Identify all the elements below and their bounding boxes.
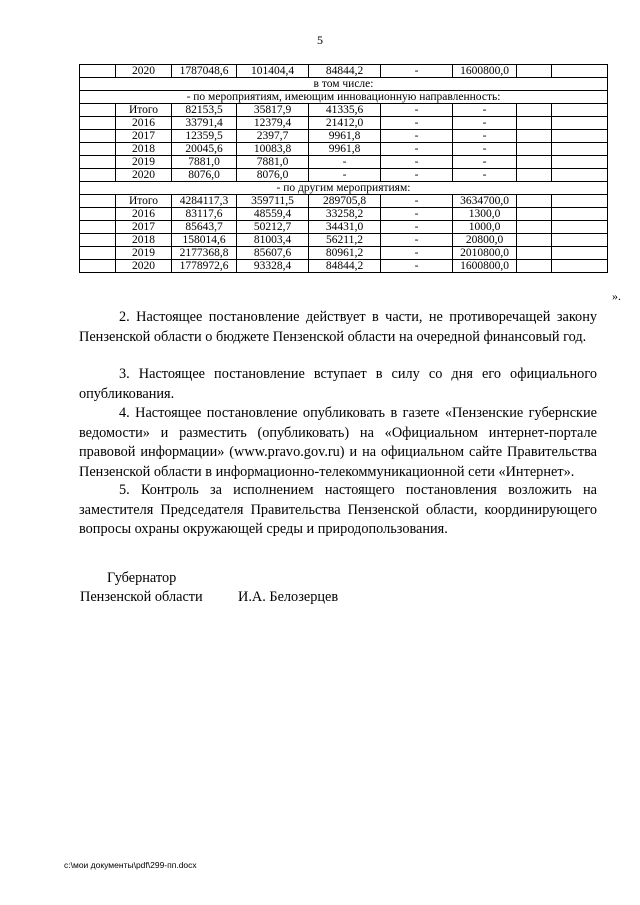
table-cell: - — [453, 117, 517, 130]
table-cell: - — [453, 169, 517, 182]
table-cell-empty — [517, 247, 552, 260]
table-cell-empty — [552, 260, 608, 273]
table-cell: - — [381, 195, 453, 208]
table-cell: 2020 — [116, 260, 172, 273]
table-cell-empty — [552, 234, 608, 247]
table-cell: Итого — [116, 195, 172, 208]
table-cell-empty — [517, 169, 552, 182]
paragraph-3 — [79, 365, 597, 404]
table-row — [80, 260, 608, 273]
table-section-title — [80, 182, 608, 195]
table-cell-empty — [80, 234, 116, 247]
table-cell-empty — [552, 195, 608, 208]
table-cell: 3634700,0 — [453, 195, 517, 208]
table-cell: 8076,0 — [237, 169, 309, 182]
table-cell: 84844,2 — [309, 65, 381, 78]
table-cell: 82153,5 — [172, 104, 237, 117]
paragraph-5-text: 5. Контроль за исполнением настоящего постановления возложить на заместителя Председателя Правительства Пензенской области, координирующего вопросы охраны окружающей среды и природопользования. — [79, 482, 597, 537]
table-cell: 20800,0 — [453, 234, 517, 247]
table-section-title — [80, 91, 608, 104]
table-cell: - — [381, 117, 453, 130]
table-cell-empty — [552, 130, 608, 143]
table-cell-empty — [80, 143, 116, 156]
table-cell: 2018 — [116, 234, 172, 247]
table-row — [80, 104, 608, 117]
table-subheader — [80, 78, 608, 91]
table-row — [80, 156, 608, 169]
table-row — [80, 221, 608, 234]
table-cell: 289705,8 — [309, 195, 381, 208]
table-cell: 93328,4 — [237, 260, 309, 273]
table-cell: 359711,5 — [237, 195, 309, 208]
paragraph-3-text: 3. Настоящее постановление вступает в силу со дня его официального опубликования. — [79, 366, 597, 402]
table-cell: 2019 — [116, 247, 172, 260]
table-cell-empty — [517, 104, 552, 117]
table-row — [80, 130, 608, 143]
table-cell: 1787048,6 — [172, 65, 237, 78]
table-cell: 2019 — [116, 156, 172, 169]
table-cell: - — [381, 169, 453, 182]
table-cell-empty — [552, 143, 608, 156]
table-cell-empty — [80, 195, 116, 208]
table-cell-empty — [552, 247, 608, 260]
paragraph-5 — [79, 481, 597, 540]
table-cell: - — [381, 143, 453, 156]
table-cell: 12379,4 — [237, 117, 309, 130]
table-cell: - — [453, 143, 517, 156]
table-cell-empty — [80, 104, 116, 117]
table-row — [80, 247, 608, 260]
table-cell: 1600800,0 — [453, 260, 517, 273]
table-cell: - — [453, 104, 517, 117]
table-row — [80, 143, 608, 156]
table-cell-empty — [552, 221, 608, 234]
table-cell: 2016 — [116, 208, 172, 221]
table-cell: 85607,6 — [237, 247, 309, 260]
table-cell: 50212,7 — [237, 221, 309, 234]
table-cell: - — [453, 130, 517, 143]
table-cell-empty — [517, 117, 552, 130]
table-cell: - — [381, 156, 453, 169]
table-row — [80, 117, 608, 130]
paragraph-2-text: 2. Настоящее постановление действует в части, не противоречащей закону Пензенской области о бюджете Пензенской области на очередной финансовый год. — [79, 309, 597, 345]
table-cell: 158014,6 — [172, 234, 237, 247]
table-cell: - — [381, 104, 453, 117]
table-cell: 81003,4 — [237, 234, 309, 247]
table-cell: - — [381, 234, 453, 247]
table-cell: 9961,8 — [309, 143, 381, 156]
paragraph-4-text: 4. Настоящее постановление опубликовать в газете «Пензенские губернские ведомости» и разместить (опубликовать) на «Официальном интернет-портале правовой информации» (www.pravo.gov.ru) и на официальном сайте Правительства Пензенской области в информационно-телекоммуникационной сети «Интернет». — [79, 405, 597, 480]
table-cell-empty — [517, 130, 552, 143]
table-cell: 1600800,0 — [453, 65, 517, 78]
table-cell-empty — [552, 65, 608, 78]
table-cell-empty — [80, 247, 116, 260]
table-cell-empty — [80, 260, 116, 273]
table-cell: 34431,0 — [309, 221, 381, 234]
table-cell-empty — [517, 234, 552, 247]
table-cell-empty — [552, 104, 608, 117]
table-cell: 85643,7 — [172, 221, 237, 234]
table-cell: 33791,4 — [172, 117, 237, 130]
table-cell: - — [309, 169, 381, 182]
table-row — [80, 195, 608, 208]
table-cell: 101404,4 — [237, 65, 309, 78]
table-cell-empty — [517, 221, 552, 234]
table-cell-empty — [517, 156, 552, 169]
signature-title: Губернатор — [107, 570, 177, 586]
table-row — [80, 208, 608, 221]
table-cell: 7881,0 — [237, 156, 309, 169]
table-cell-empty — [80, 130, 116, 143]
paragraph-2 — [79, 308, 597, 347]
table-cell: 2020 — [116, 169, 172, 182]
table-cell: 2177368,8 — [172, 247, 237, 260]
table-cell: 84844,2 — [309, 260, 381, 273]
table-row — [80, 234, 608, 247]
table-cell: - — [381, 247, 453, 260]
table-cell: 35817,9 — [237, 104, 309, 117]
table-cell: - — [453, 156, 517, 169]
table-section-title-text: - по другим мероприятиям: — [80, 182, 608, 195]
table-cell-empty — [80, 65, 116, 78]
table-cell: - — [381, 208, 453, 221]
table-cell-empty — [552, 117, 608, 130]
table-cell: 2020 — [116, 65, 172, 78]
table-cell: 2018 — [116, 143, 172, 156]
table-cell-empty — [80, 221, 116, 234]
table-cell: 2010800,0 — [453, 247, 517, 260]
table-subheader-text: в том числе: — [80, 78, 608, 91]
table-section-title-text: - по мероприятиям, имеющим инновационную направленность: — [80, 91, 608, 104]
table-cell: 48559,4 — [237, 208, 309, 221]
table-cell: Итого — [116, 104, 172, 117]
table-cell: 1778972,6 — [172, 260, 237, 273]
table-cell: 7881,0 — [172, 156, 237, 169]
table-cell: 83117,6 — [172, 208, 237, 221]
table-cell: 80961,2 — [309, 247, 381, 260]
table-cell-empty — [517, 65, 552, 78]
table-cell: - — [381, 260, 453, 273]
table-cell: 1000,0 — [453, 221, 517, 234]
table-cell-empty — [517, 195, 552, 208]
table-cell-empty — [80, 208, 116, 221]
footer-file-path: c:\мои документы\pdf\299-пп.docx — [64, 860, 197, 870]
table-cell-empty — [517, 208, 552, 221]
table-cell: 8076,0 — [172, 169, 237, 182]
signature-region: Пензенской области — [80, 589, 203, 605]
table-cell-empty — [80, 169, 116, 182]
table-cell: 41335,6 — [309, 104, 381, 117]
table-cell: - — [309, 156, 381, 169]
table-cell: 2397,7 — [237, 130, 309, 143]
table-row — [80, 169, 608, 182]
closing-quote: ». — [612, 289, 621, 303]
table-cell: 2016 — [116, 117, 172, 130]
signature-name: И.А. Белозерцев — [238, 589, 339, 605]
table-cell-empty — [80, 117, 116, 130]
table-cell: 2017 — [116, 221, 172, 234]
table-cell: 1300,0 — [453, 208, 517, 221]
table-cell: - — [381, 221, 453, 234]
table-cell: 12359,5 — [172, 130, 237, 143]
table-cell: 20045,6 — [172, 143, 237, 156]
table-cell-empty — [552, 208, 608, 221]
table-row — [80, 65, 608, 78]
table-cell-empty — [552, 169, 608, 182]
table-cell: 4284117,3 — [172, 195, 237, 208]
table-cell-empty — [517, 260, 552, 273]
table-cell: 21412,0 — [309, 117, 381, 130]
table-cell-empty — [517, 143, 552, 156]
table-cell-empty — [80, 156, 116, 169]
page-number: 5 — [317, 33, 323, 47]
table-cell: 9961,8 — [309, 130, 381, 143]
table-cell: 2017 — [116, 130, 172, 143]
table-cell: 33258,2 — [309, 208, 381, 221]
table-cell: 56211,2 — [309, 234, 381, 247]
paragraph-4 — [79, 404, 597, 482]
table-cell: 10083,8 — [237, 143, 309, 156]
financing-table — [79, 64, 608, 273]
table-cell-empty — [552, 156, 608, 169]
table-cell: - — [381, 65, 453, 78]
table-cell: - — [381, 130, 453, 143]
